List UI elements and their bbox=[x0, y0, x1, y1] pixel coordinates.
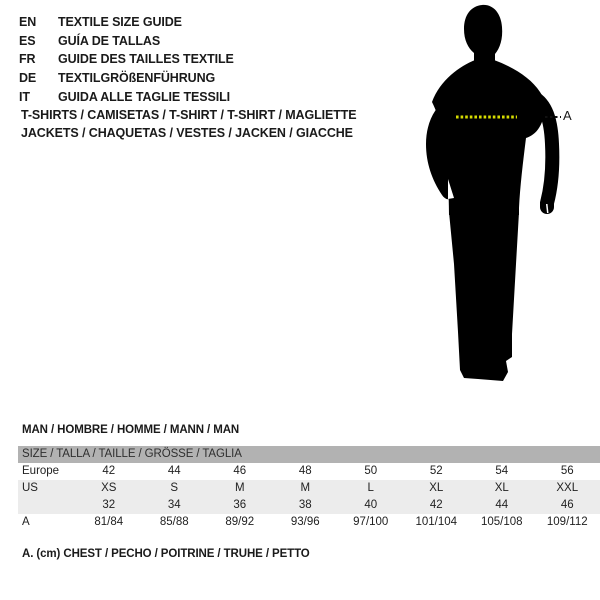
size-cell: 48 bbox=[298, 465, 312, 477]
language-list bbox=[19, 13, 234, 106]
size-cell: 93/96 bbox=[290, 516, 320, 528]
language-row bbox=[19, 50, 234, 69]
size-cell: 97/100 bbox=[353, 516, 389, 528]
language-code: FR bbox=[19, 52, 36, 67]
size-cell: 56 bbox=[560, 465, 574, 477]
size-cell: 42 bbox=[429, 499, 443, 511]
size-cell: XS bbox=[101, 482, 117, 494]
language-label: GUIDA ALLE TAGLIE TESSILI bbox=[58, 89, 231, 104]
table-row bbox=[18, 497, 600, 514]
size-cell: XXL bbox=[556, 482, 579, 494]
size-cell: 109/112 bbox=[546, 516, 588, 528]
table-row bbox=[18, 463, 600, 480]
size-cell: 32 bbox=[102, 499, 116, 511]
table-row bbox=[18, 514, 600, 531]
size-cell: 54 bbox=[495, 465, 509, 477]
row-label bbox=[18, 497, 76, 514]
size-cell: 52 bbox=[429, 465, 443, 477]
size-cell: S bbox=[170, 482, 179, 494]
size-cell: 81/84 bbox=[94, 516, 124, 528]
row-label: Europe bbox=[22, 465, 60, 477]
language-row bbox=[19, 87, 234, 106]
head-shape bbox=[464, 5, 502, 63]
language-code: IT bbox=[19, 89, 30, 104]
man-silhouette-svg bbox=[418, 2, 568, 400]
row-label: US bbox=[22, 482, 38, 494]
language-label: GUÍA DE TALLAS bbox=[58, 33, 161, 48]
footnote: A. (cm) CHEST / PECHO / POITRINE / TRUHE / PETTO bbox=[22, 548, 310, 560]
size-cell: 46 bbox=[233, 465, 247, 477]
size-cell: M bbox=[234, 482, 245, 494]
left-arm-shape bbox=[426, 98, 451, 199]
row-label: A bbox=[22, 516, 30, 528]
size-cell: 50 bbox=[364, 465, 378, 477]
size-cell: 101/104 bbox=[415, 516, 458, 528]
size-cell: L bbox=[367, 482, 374, 494]
table-row bbox=[18, 480, 600, 497]
language-label: TEXTILGRÖßENFÜHRUNG bbox=[58, 71, 216, 86]
language-code: DE bbox=[19, 71, 37, 86]
size-table-body bbox=[18, 463, 600, 531]
size-cell: XL bbox=[494, 482, 509, 494]
measure-extension-dashes bbox=[545, 116, 561, 118]
language-label: GUIDE DES TAILLES TEXTILE bbox=[58, 52, 234, 67]
size-cell: 38 bbox=[298, 499, 312, 511]
size-table-header: SIZE / TALLA / TAILLE / GRÖSSE / TAGLIA bbox=[18, 446, 600, 463]
category-line: T-SHIRTS / CAMISETAS / T-SHIRT / T-SHIRT / MAGLIETTE bbox=[21, 108, 357, 122]
size-cell: XL bbox=[429, 482, 444, 494]
size-table bbox=[18, 446, 600, 531]
man-silhouette bbox=[418, 2, 568, 400]
language-code: EN bbox=[19, 15, 37, 30]
category-line: JACKETS / CHAQUETAS / VESTES / JACKEN / GIACCHE bbox=[21, 126, 353, 140]
language-row bbox=[19, 69, 234, 88]
size-cell: M bbox=[300, 482, 311, 494]
size-cell: 46 bbox=[560, 499, 574, 511]
size-cell: 105/108 bbox=[480, 516, 523, 528]
size-cell: 89/92 bbox=[225, 516, 255, 528]
section-title: MAN / HOMBRE / HOMME / MANN / MAN bbox=[22, 424, 240, 436]
size-cell: 44 bbox=[495, 499, 509, 511]
language-row bbox=[19, 32, 234, 51]
language-label: TEXTILE SIZE GUIDE bbox=[58, 15, 182, 30]
language-code: ES bbox=[19, 33, 36, 48]
category-list bbox=[21, 106, 357, 142]
size-cell: 44 bbox=[167, 465, 181, 477]
size-cell: 85/88 bbox=[159, 516, 189, 528]
language-row bbox=[19, 13, 234, 32]
size-cell: 34 bbox=[167, 499, 181, 511]
size-cell: 42 bbox=[102, 465, 116, 477]
measure-label: A bbox=[563, 108, 572, 123]
size-cell: 36 bbox=[233, 499, 247, 511]
legs-shape bbox=[449, 212, 519, 381]
size-cell: 40 bbox=[364, 499, 378, 511]
